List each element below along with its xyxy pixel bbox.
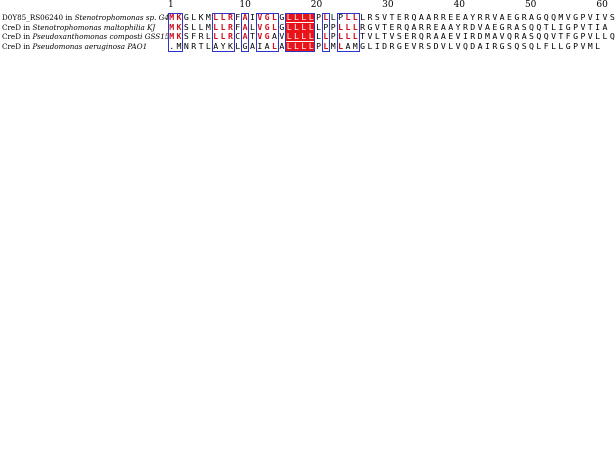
residue: S <box>529 31 534 41</box>
residue: P <box>330 21 336 32</box>
residue: E <box>389 21 395 32</box>
residue: Q <box>543 31 549 41</box>
residue: G <box>183 12 189 22</box>
residue: L <box>448 40 454 51</box>
residue: M <box>169 31 175 41</box>
residue: T <box>198 40 204 51</box>
residue: Q <box>543 12 549 22</box>
residue: L <box>294 12 299 22</box>
residue: A <box>242 21 248 32</box>
residue: T <box>543 21 549 32</box>
residue: R <box>426 21 432 32</box>
residue: A <box>426 12 432 22</box>
residue: L <box>294 31 299 41</box>
residue: T <box>389 12 395 22</box>
residue: M <box>176 40 182 51</box>
residue: R <box>484 12 490 22</box>
residue: G <box>264 31 270 41</box>
residue: Q <box>529 21 534 32</box>
residue: Q <box>507 31 512 41</box>
residue: Q <box>529 40 534 51</box>
residue: L <box>316 31 322 41</box>
residue: R <box>227 31 233 41</box>
residue: R <box>462 21 468 32</box>
residue: G <box>279 12 285 22</box>
residue: L <box>338 31 344 41</box>
residue: V <box>455 31 461 41</box>
residue: L <box>374 31 380 41</box>
residue: L <box>213 12 219 22</box>
sequence-label <box>2 42 147 51</box>
residue: L <box>220 31 226 41</box>
residue: R <box>507 21 512 32</box>
residue: L <box>345 21 351 32</box>
residue: L <box>323 31 329 41</box>
sequence-residues <box>168 42 601 51</box>
residue: V <box>440 40 446 51</box>
sequence-id: CreD <box>2 41 21 51</box>
residue: L <box>286 31 292 41</box>
residue: L <box>301 21 307 32</box>
residue: A <box>448 21 454 32</box>
residue: A <box>279 40 285 51</box>
residue: K <box>198 12 204 22</box>
residue: L <box>345 12 351 22</box>
residue: R <box>433 12 439 22</box>
residue: A <box>602 21 608 32</box>
residue: P <box>573 40 579 51</box>
residue: G <box>499 21 505 32</box>
residue: L <box>338 40 344 51</box>
residue: L <box>286 40 292 51</box>
residue: D <box>382 40 388 51</box>
residue: E <box>507 12 512 22</box>
sequence-residues <box>168 13 616 22</box>
sequence-organism: Stenotrophomonas sp. G4 <box>74 13 169 22</box>
residue: M <box>558 12 564 22</box>
residue: L <box>213 21 219 32</box>
residue: A <box>264 40 270 51</box>
residue: D <box>433 40 439 51</box>
position-ruler <box>0 0 611 10</box>
residue: L <box>551 40 557 51</box>
residue: K <box>227 40 233 51</box>
residue: Y <box>220 40 226 51</box>
residue: D <box>470 21 476 32</box>
residue: V <box>389 31 395 41</box>
sequence-connector: in <box>65 13 73 22</box>
residue: L <box>551 21 557 32</box>
sequence-connector: in <box>23 41 31 51</box>
residue: V <box>367 31 373 41</box>
residue: P <box>338 12 344 22</box>
residue: A <box>484 21 490 32</box>
residue: E <box>404 31 410 41</box>
sequence-organism: Stenotrophomonas maltophilia KJ <box>32 22 156 32</box>
residue: M <box>169 12 175 22</box>
residue: Q <box>418 31 424 41</box>
residue: R <box>360 21 366 32</box>
residue: G <box>499 40 505 51</box>
residue: S <box>507 40 512 51</box>
residue: A <box>514 21 520 32</box>
residue: S <box>609 12 615 22</box>
residue: I <box>374 40 380 51</box>
residue: E <box>492 21 498 32</box>
residue: R <box>477 12 483 22</box>
residue: S <box>374 12 380 22</box>
residue: L <box>272 21 277 32</box>
residue: . <box>169 40 175 51</box>
residue: G <box>242 40 248 51</box>
residue: A <box>477 40 483 51</box>
ruler-number: 30 <box>382 0 394 10</box>
residue: S <box>183 31 189 41</box>
residue: I <box>595 12 601 22</box>
sequence-id: D0Y85_RS06240 <box>2 13 64 22</box>
residue: A <box>440 31 446 41</box>
residue: L <box>323 40 329 51</box>
residue: R <box>426 31 432 41</box>
residue: E <box>448 31 454 41</box>
residue: R <box>521 12 527 22</box>
residue: A <box>433 31 439 41</box>
residue: L <box>308 21 314 32</box>
residue: L <box>360 12 366 22</box>
residue: V <box>580 40 586 51</box>
residue: L <box>220 12 226 22</box>
residue: R <box>396 21 402 32</box>
residue: V <box>551 31 557 41</box>
residue: M <box>484 31 490 41</box>
residue: Q <box>404 21 410 32</box>
residue: V <box>411 40 417 51</box>
residue: L <box>205 40 211 51</box>
residue: L <box>272 40 277 51</box>
residue: V <box>477 21 483 32</box>
residue: L <box>330 12 336 22</box>
residue: L <box>294 40 299 51</box>
residue: G <box>536 12 542 22</box>
residue: L <box>301 40 307 51</box>
residue: P <box>580 31 586 41</box>
residue: R <box>411 31 417 41</box>
residue: L <box>558 40 564 51</box>
residue: L <box>602 31 608 41</box>
residue: L <box>220 21 226 32</box>
residue: E <box>448 12 454 22</box>
residue: G <box>565 21 571 32</box>
sequence-label <box>2 32 169 41</box>
residue: Y <box>455 21 461 32</box>
residue: G <box>573 12 579 22</box>
residue: L <box>286 12 292 22</box>
residue: S <box>396 31 402 41</box>
residue: V <box>257 12 263 22</box>
residue: M <box>352 40 358 51</box>
residue: L <box>345 31 351 41</box>
ruler-number: 50 <box>524 0 537 10</box>
residue: I <box>257 40 263 51</box>
residue: D <box>470 40 476 51</box>
residue: V <box>257 21 263 32</box>
residue: R <box>367 12 373 22</box>
residue: T <box>587 21 593 32</box>
ruler-number: 20 <box>310 0 323 10</box>
residue: G <box>264 12 270 22</box>
residue: E <box>396 12 402 22</box>
residue: F <box>235 12 241 22</box>
residue: M <box>205 21 211 32</box>
residue: L <box>249 21 255 32</box>
residue: A <box>492 31 498 41</box>
residue: P <box>323 21 329 32</box>
residue: L <box>301 12 307 22</box>
sequence-id: CreD <box>2 32 21 41</box>
residue: L <box>235 40 241 51</box>
ruler-number: 40 <box>453 0 466 10</box>
residue: R <box>227 12 233 22</box>
residue: V <box>455 40 461 51</box>
residue: L <box>308 31 314 41</box>
residue: S <box>426 40 432 51</box>
residue: L <box>308 12 314 22</box>
residue: S <box>521 40 527 51</box>
residue: M <box>169 21 175 32</box>
residue: F <box>543 40 549 51</box>
residue: R <box>492 40 498 51</box>
residue: G <box>367 21 373 32</box>
sequence-label <box>2 13 169 22</box>
residue: T <box>382 21 388 32</box>
residue: L <box>352 12 358 22</box>
residue: V <box>580 21 586 32</box>
residue: L <box>301 31 307 41</box>
sequence-organism: Pseudomonas aeruginosa PAO1 <box>32 41 148 51</box>
residue: R <box>470 31 476 41</box>
residue: L <box>213 31 219 41</box>
residue: R <box>191 40 197 51</box>
residue: L <box>338 21 344 32</box>
residue: I <box>249 12 255 22</box>
sequence-organism: Pseudoxanthomonas composti GSS15 <box>32 32 170 41</box>
residue: N <box>183 40 189 51</box>
residue: R <box>198 31 204 41</box>
residue: G <box>573 31 579 41</box>
residue: G <box>396 40 402 51</box>
residue: R <box>389 40 395 51</box>
residue: R <box>514 31 520 41</box>
residue: S <box>183 21 189 32</box>
residue: L <box>536 40 542 51</box>
residue: M <box>330 40 336 51</box>
residue: G <box>565 40 571 51</box>
residue: Q <box>462 40 468 51</box>
residue: V <box>602 12 608 22</box>
residue: R <box>227 21 233 32</box>
residue: Q <box>609 31 615 41</box>
residue: K <box>176 31 182 41</box>
residue: A <box>272 31 277 41</box>
residue: V <box>565 12 571 22</box>
residue: L <box>191 21 197 32</box>
residue: L <box>272 12 277 22</box>
residue: L <box>286 21 292 32</box>
residue: P <box>316 12 322 22</box>
residue: K <box>176 21 182 32</box>
residue: C <box>235 31 241 41</box>
residue: T <box>360 31 366 41</box>
residue: T <box>558 31 564 41</box>
residue: I <box>484 40 490 51</box>
residue: I <box>462 31 468 41</box>
residue: G <box>360 40 366 51</box>
residue: R <box>404 12 410 22</box>
residue: F <box>191 31 197 41</box>
ruler-number: 10 <box>239 0 251 10</box>
residue: A <box>521 31 527 41</box>
residue: G <box>279 21 285 32</box>
residue: A <box>242 12 248 22</box>
residue: P <box>330 31 336 41</box>
residue: V <box>492 12 498 22</box>
residue: A <box>411 21 417 32</box>
residue: P <box>316 40 322 51</box>
residue: T <box>249 31 255 41</box>
alignment-row <box>0 12 615 22</box>
ruler-number: 1 <box>168 0 174 10</box>
residue: Q <box>514 40 520 51</box>
residue: A <box>345 40 351 51</box>
residue: S <box>521 21 527 32</box>
ruler-number: 60 <box>596 0 608 10</box>
residue: T <box>382 31 388 41</box>
residue: L <box>323 12 329 22</box>
residue: V <box>382 12 388 22</box>
residue: L <box>198 21 204 32</box>
residue: A <box>213 40 219 51</box>
residue: A <box>499 12 505 22</box>
residue: L <box>205 31 211 41</box>
residue: V <box>587 12 593 22</box>
residue: G <box>514 12 520 22</box>
residue: L <box>595 40 601 51</box>
residue: L <box>316 21 322 32</box>
residue: M <box>205 12 211 22</box>
residue: Q <box>411 12 417 22</box>
residue: E <box>455 12 461 22</box>
residue: V <box>587 31 593 41</box>
residue: A <box>440 21 446 32</box>
residue: I <box>595 21 601 32</box>
residue: P <box>580 12 586 22</box>
residue: V <box>257 31 263 41</box>
sequence-connector: in <box>23 22 31 32</box>
residue: F <box>565 31 571 41</box>
sequence-residues <box>168 23 609 32</box>
residue: L <box>191 12 197 22</box>
residue: P <box>573 21 579 32</box>
residue: Q <box>536 31 542 41</box>
residue: V <box>374 21 380 32</box>
residue: V <box>279 31 285 41</box>
residue: F <box>235 21 241 32</box>
alignment-block <box>0 0 615 53</box>
residue: G <box>264 21 270 32</box>
residue: K <box>176 12 182 22</box>
residue: A <box>529 12 534 22</box>
residue: V <box>499 31 505 41</box>
residue: R <box>440 12 446 22</box>
alignment-row <box>0 31 615 41</box>
sequence-id: CreD <box>2 22 21 32</box>
residue: E <box>404 40 410 51</box>
sequence-residues <box>168 32 616 41</box>
residue: L <box>308 40 314 51</box>
residue: L <box>595 31 601 41</box>
residue: D <box>477 31 483 41</box>
residue: Y <box>470 12 476 22</box>
residue: A <box>242 31 248 41</box>
residue: L <box>367 40 373 51</box>
residue: L <box>352 21 358 32</box>
residue: M <box>587 40 593 51</box>
residue: I <box>558 21 564 32</box>
residue: L <box>352 31 358 41</box>
residue: R <box>418 40 424 51</box>
sequence-label <box>2 23 155 32</box>
residue: Q <box>536 21 542 32</box>
sequence-connector: in <box>23 32 31 41</box>
residue: A <box>249 40 255 51</box>
residue: E <box>433 21 439 32</box>
residue: Q <box>551 12 557 22</box>
residue: R <box>418 21 424 32</box>
residue: A <box>462 12 468 22</box>
residue: L <box>294 21 299 32</box>
alignment-row <box>0 42 611 51</box>
residue: A <box>418 12 424 22</box>
